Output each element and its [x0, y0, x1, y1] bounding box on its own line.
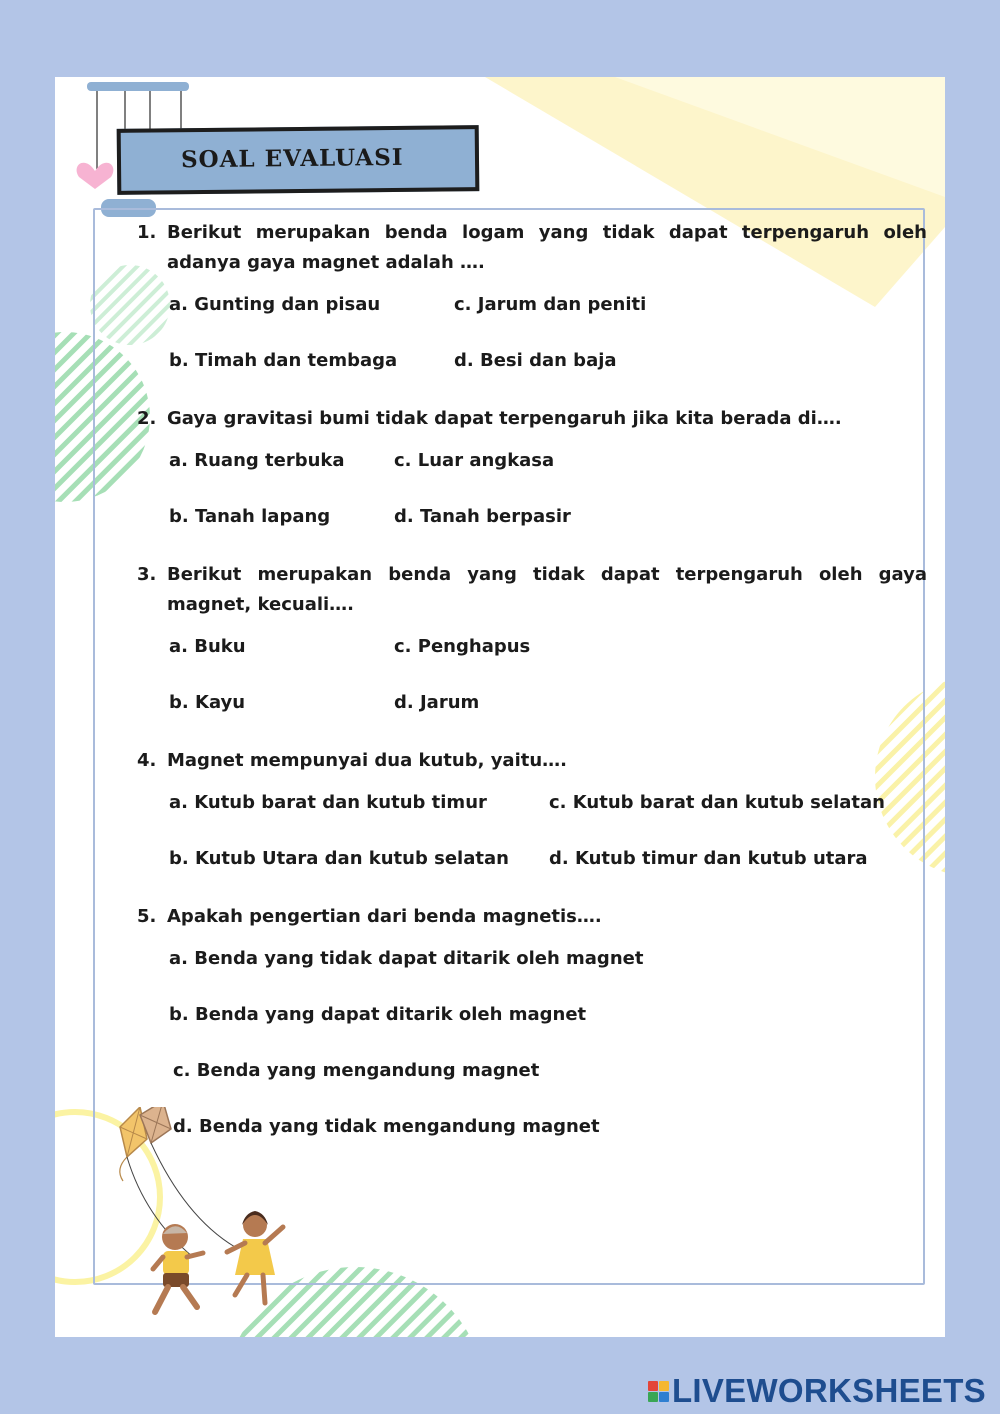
option-4a[interactable]: a. Kutub barat dan kutub timur [169, 792, 487, 813]
question-number: 3. [137, 564, 157, 585]
question-number: 2. [137, 408, 157, 429]
option-5a[interactable]: a. Benda yang tidak dapat ditarik oleh magnet [169, 948, 644, 969]
option-5b[interactable]: b. Benda yang dapat ditarik oleh magnet [169, 1004, 587, 1025]
option-2a[interactable]: a. Ruang terbuka [169, 450, 345, 471]
liveworksheets-logo-icon [648, 1381, 669, 1402]
worksheet-page [55, 77, 945, 1337]
question-number: 1. [137, 222, 157, 243]
logo-square [648, 1392, 658, 1402]
brand-name: LIVEWORKSHEETS [671, 1372, 986, 1409]
option-4b[interactable]: b. Kutub Utara dan kutub selatan [169, 848, 509, 869]
title-banner [117, 125, 480, 195]
option-2d[interactable]: d. Tanah berpasir [394, 506, 571, 527]
question-text: Berikut merupakan benda yang tidak dapat terpengaruh oleh gaya magnet, kecuali…. [167, 564, 927, 615]
option-3d[interactable]: d. Jarum [394, 692, 480, 713]
logo-square [659, 1381, 669, 1391]
question-5 [137, 902, 927, 932]
question-number: 5. [137, 906, 157, 927]
option-1a[interactable]: a. Gunting dan pisau [169, 294, 381, 315]
option-1d[interactable]: d. Besi dan baja [454, 350, 617, 371]
question-text: Berikut merupakan benda logam yang tidak dapat terpengaruh oleh adanya gaya magnet adalah …. [167, 222, 927, 273]
question-number: 4. [137, 750, 157, 771]
option-1b[interactable]: b. Timah dan tembaga [169, 350, 398, 371]
option-2b[interactable]: b. Tanah lapang [169, 506, 331, 527]
question-2 [137, 404, 927, 434]
option-2c[interactable]: c. Luar angkasa [394, 450, 555, 471]
page-title: SOAL EVALUASI [180, 143, 404, 174]
logo-square [648, 1381, 658, 1391]
question-1 [137, 218, 927, 278]
logo-square [659, 1392, 669, 1402]
boy-shirt [163, 1251, 189, 1275]
option-4c[interactable]: c. Kutub barat dan kutub selatan [549, 792, 885, 813]
option-4d[interactable]: d. Kutub timur dan kutub utara [549, 848, 868, 869]
question-3 [137, 560, 927, 620]
question-text: Apakah pengertian dari benda magnetis…. [167, 906, 602, 927]
option-3c[interactable]: c. Penghapus [394, 636, 531, 657]
option-3a[interactable]: a. Buku [169, 636, 246, 657]
kids-flying-kites-illustration [85, 1107, 305, 1332]
question-4 [137, 746, 927, 776]
option-1c[interactable]: c. Jarum dan peniti [454, 294, 647, 315]
footer-brand[interactable] [648, 1373, 986, 1409]
option-5c[interactable]: c. Benda yang mengandung magnet [173, 1060, 540, 1081]
option-3b[interactable]: b. Kayu [169, 692, 246, 713]
question-text: Gaya gravitasi bumi tidak dapat terpengaruh jika kita berada di…. [167, 408, 842, 429]
question-text: Magnet mempunyai dua kutub, yaitu…. [167, 750, 567, 771]
option-5d[interactable]: d. Benda yang tidak mengandung magnet [173, 1116, 600, 1137]
